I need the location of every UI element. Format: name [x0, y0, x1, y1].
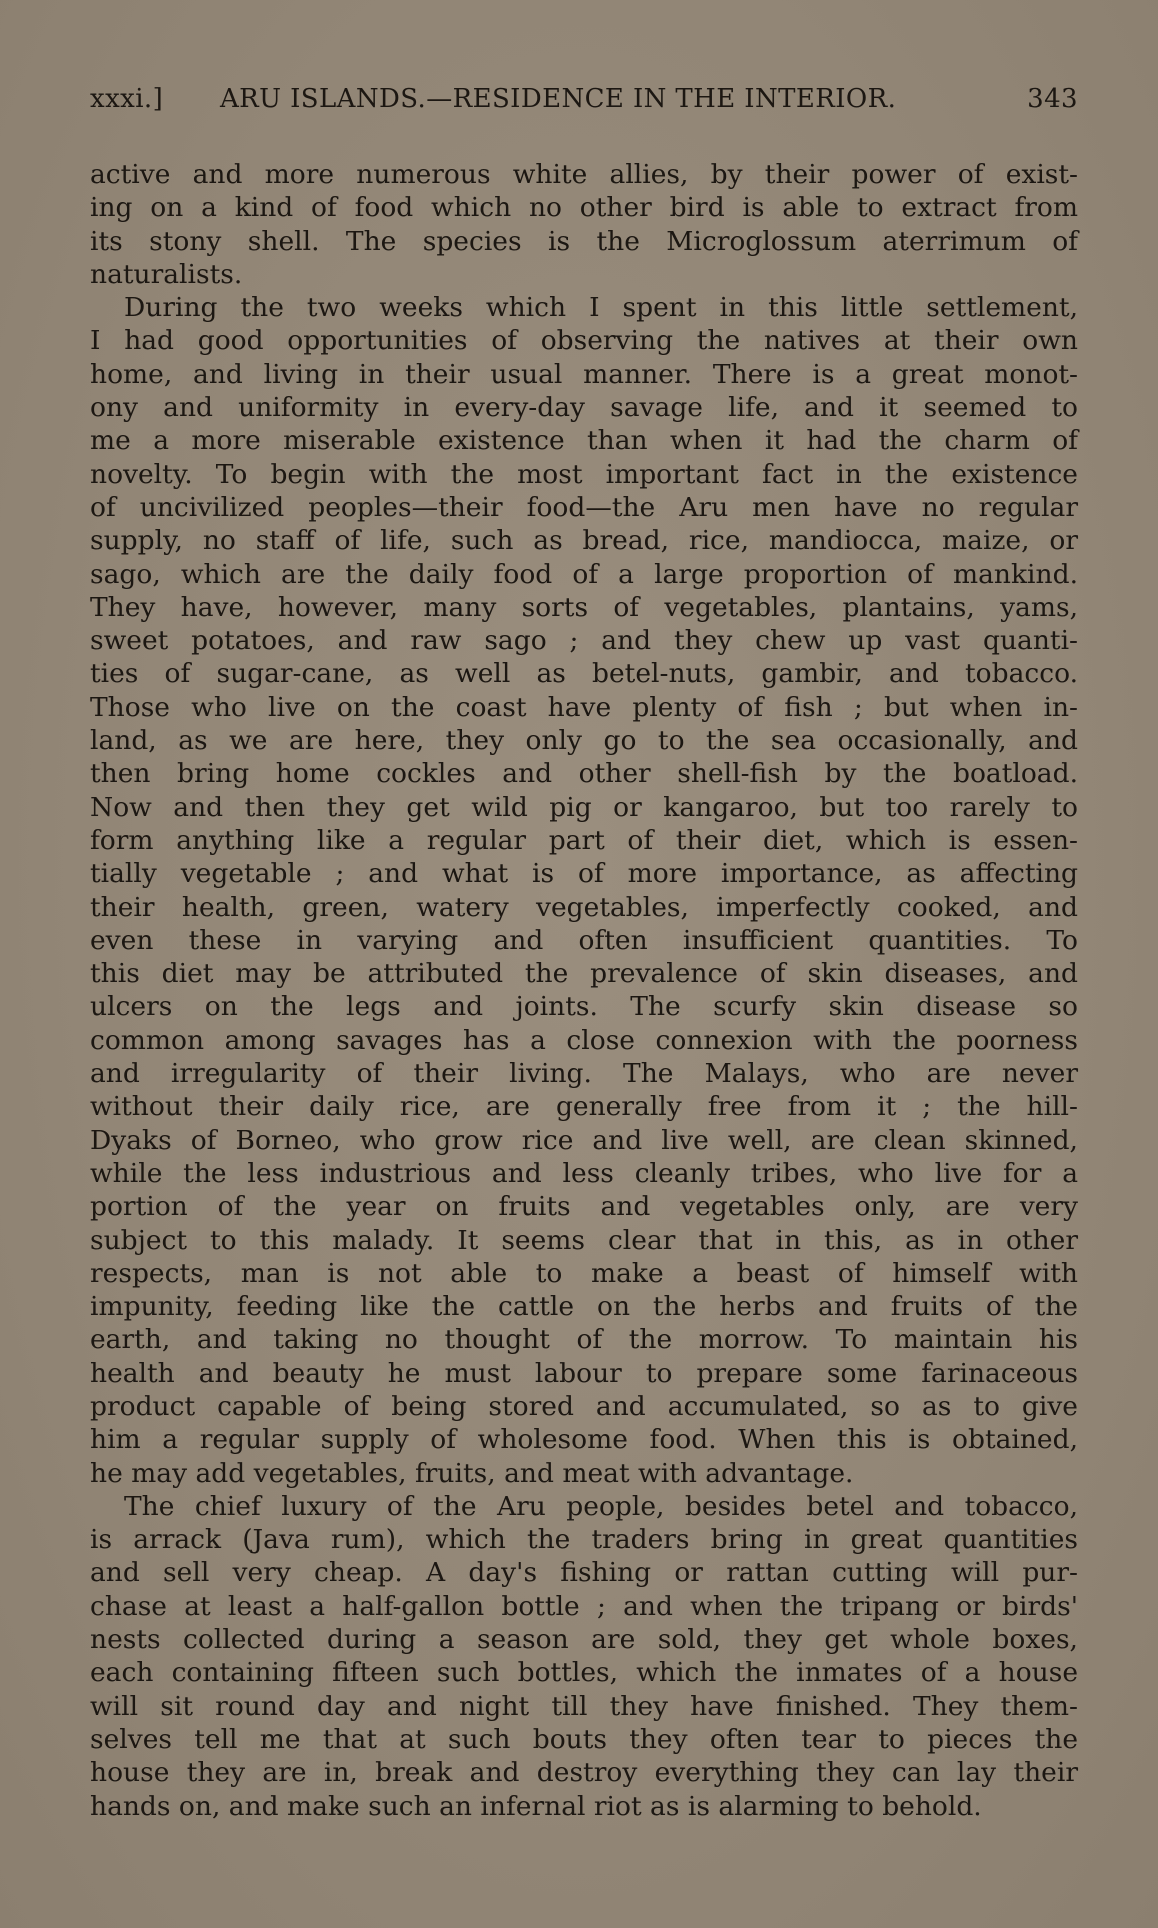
text-line: impunity, feeding like the cattle on the herbs and fruits of the — [90, 1291, 1078, 1323]
page-number: 343 — [1027, 84, 1078, 114]
text-line: sago, which are the daily food of a large proportion of mankind. — [90, 558, 1078, 590]
text-line: ony and uniformity in every-day savage life, and it seemed to — [90, 392, 1078, 424]
text-line: its stony shell. The species is the Microglossum aterrimum of — [90, 225, 1078, 257]
body-text — [90, 158, 1078, 1823]
text-line: Dyaks of Borneo, who grow rice and live well, are clean skinned, — [90, 1124, 1078, 1156]
text-line: form anything like a regular part of their diet, which is essen- — [90, 824, 1078, 856]
text-line: ties of sugar-cane, as well as betel-nuts, gambir, and tobacco. — [90, 658, 1078, 690]
text-line: subject to this malady. It seems clear that in this, as in other — [90, 1224, 1078, 1256]
text-line: ulcers on the legs and joints. The scurfy skin disease so — [90, 991, 1078, 1023]
text-line: of uncivilized peoples—their food—the Aru men have no regular — [90, 491, 1078, 523]
text-line: novelty. To begin with the most important fact in the existence — [90, 458, 1078, 490]
text-line: and irregularity of their living. The Malays, who are never — [90, 1058, 1078, 1090]
text-line: They have, however, many sorts of vegetables, plantains, yams, — [90, 591, 1078, 623]
text-line: tially vegetable ; and what is of more importance, as affecting — [90, 858, 1078, 890]
text-line: sweet potatoes, and raw sago ; and they chew up vast quanti- — [90, 625, 1078, 657]
text-line: earth, and taking no thought of the morrow. To maintain his — [90, 1324, 1078, 1356]
text-line: product capable of being stored and accumulated, so as to give — [90, 1390, 1078, 1422]
text-line: common among savages has a close connexion with the poorness — [90, 1024, 1078, 1056]
text-line: is arrack (Java rum), which the traders bring in great quantities — [90, 1524, 1078, 1556]
paragraph — [90, 158, 1078, 291]
text-line: nests collected during a season are sold, they get whole boxes, — [90, 1624, 1078, 1656]
paragraph — [90, 291, 1078, 1490]
text-line: then bring home cockles and other shell-fish by the boatload. — [90, 758, 1078, 790]
text-line: and sell very cheap. A day's fishing or rattan cutting will pur- — [90, 1557, 1078, 1589]
text-line: supply, no staff of life, such as bread, rice, mandiocca, maize, or — [90, 525, 1078, 557]
paragraph — [90, 1490, 1078, 1823]
text-line: without their daily rice, are generally free from it ; the hill- — [90, 1091, 1078, 1123]
text-line: each containing fifteen such bottles, which the inmates of a house — [90, 1657, 1078, 1689]
text-line: health and beauty he must labour to prepare some farinaceous — [90, 1357, 1078, 1389]
running-head — [90, 82, 1078, 116]
text-line: home, and living in their usual manner. There is a great monot- — [90, 358, 1078, 390]
text-line: During the two weeks which I spent in this little settlement, — [124, 292, 1078, 324]
text-line: I had good opportunities of observing the natives at their own — [90, 325, 1078, 357]
text-line: The chief luxury of the Aru people, besides betel and tobacco, — [124, 1490, 1078, 1522]
text-line: selves tell me that at such bouts they often tear to pieces the — [90, 1723, 1078, 1755]
text-line: respects, man is not able to make a beast of himself with — [90, 1257, 1078, 1289]
text-line: Now and then they get wild pig or kangaroo, but too rarely to — [90, 791, 1078, 823]
text-line: while the less industrious and less cleanly tribes, who live for a — [90, 1157, 1078, 1189]
chapter-number: xxxi.] — [90, 84, 164, 114]
text-line: portion of the year on fruits and vegetables only, are very — [90, 1191, 1078, 1223]
text-line: hands on, and make such an infernal riot as is alarming to behold. — [90, 1790, 982, 1822]
text-line: chase at least a half-gallon bottle ; and when the tripang or birds' — [90, 1590, 1078, 1622]
text-line: him a regular supply of wholesome food. When this is obtained, — [90, 1424, 1078, 1456]
text-line: active and more numerous white allies, by their power of exist- — [90, 159, 1078, 190]
text-line: he may add vegetables, fruits, and meat with advantage. — [90, 1457, 854, 1489]
text-line: their health, green, watery vegetables, imperfectly cooked, and — [90, 891, 1078, 923]
text-line: land, as we are here, they only go to the sea occasionally, and — [90, 725, 1078, 757]
text-line: house they are in, break and destroy everything they can lay their — [90, 1757, 1078, 1789]
text-line: naturalists. — [90, 258, 243, 290]
text-line: this diet may be attributed the prevalence of skin diseases, and — [90, 958, 1078, 990]
text-line: Those who live on the coast have plenty of fish ; but when in- — [90, 691, 1078, 723]
text-line: even these in varying and often insufficient quantities. To — [90, 924, 1078, 956]
text-line: ing on a kind of food which no other bird is able to extract from — [90, 192, 1078, 224]
text-line: will sit round day and night till they have finished. They them- — [90, 1690, 1078, 1722]
text-line: me a more miserable existence than when it had the charm of — [90, 425, 1078, 457]
running-title: ARU ISLANDS.—RESIDENCE IN THE INTERIOR. — [220, 84, 897, 114]
